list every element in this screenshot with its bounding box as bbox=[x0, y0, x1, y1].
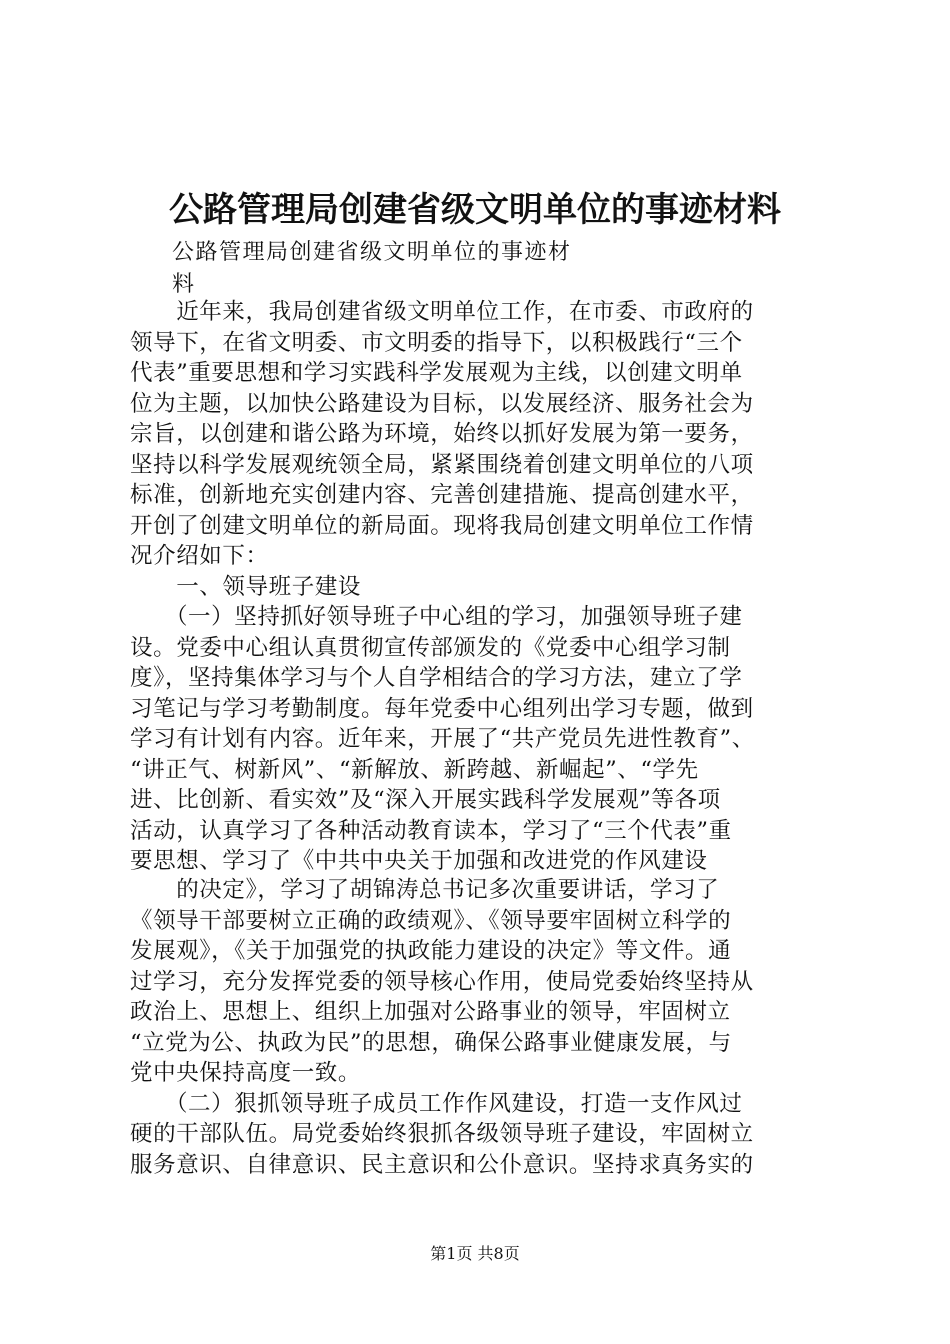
subtitle-line-2: 料 bbox=[172, 272, 196, 297]
body-text-line: 习笔记与学习考勤制度。每年党委中心组列出学习专题，做到 bbox=[130, 695, 754, 722]
body-text-line: 坚持以科学发展观统领全局，紧紧围绕着创建文明单位的八项 bbox=[130, 451, 754, 478]
body-text-line: 宗旨，以创建和谐公路为环境，始终以抓好发展为第一要务， bbox=[130, 421, 754, 447]
body-text-line: 开创了创建文明单位的新局面。现将我局创建文明单位工作情 bbox=[130, 512, 754, 539]
body-text-line: 近年来，我局创建省级文明单位工作，在市委、市政府的 bbox=[130, 299, 754, 325]
body-text-line: 代表”重要思想和学习实践科学发展观为主线，以创建文明单 bbox=[130, 360, 743, 386]
body-text-line: 位为主题，以加快公路建设为目标，以发展经济、服务社会为 bbox=[130, 390, 754, 417]
body-text-line: 度》，坚持集体学习与个人自学相结合的学习方法，建立了学 bbox=[130, 665, 743, 691]
body-text-line: 况介绍如下： bbox=[130, 543, 269, 569]
body-text-line: 过学习，充分发挥党委的领导核心作用，使局党委始终坚持从 bbox=[130, 968, 754, 995]
body-text-line: “立党为公、执政为民”的思想，确保公路事业健康发展，与 bbox=[130, 1029, 732, 1056]
body-text-line: 进、比创新、看实效”及“深入开展实践科学发展观”等各项 bbox=[130, 787, 721, 813]
body-text-line: （二）狠抓领导班子成员工作作风建设，打造一支作风过 bbox=[130, 1090, 743, 1117]
body-text-line: 党中央保持高度一致。 bbox=[130, 1060, 362, 1086]
body-text-line: 一、领导班子建设 bbox=[130, 573, 362, 600]
body-text-line: 《领导干部要树立正确的政绩观》、《领导要牢固树立科学的 bbox=[130, 907, 732, 934]
body-text-line: 的决定》，学习了胡锦涛总书记多次重要讲话，学习了 bbox=[130, 877, 720, 903]
body-text-line: 学习有计划有内容。近年来，开展了“共产党员先进性教育”、 bbox=[130, 726, 755, 752]
body-text-line: 服务意识、自律意识、民主意识和公仆意识。坚持求真务实的 bbox=[130, 1151, 754, 1178]
subtitle-line-1: 公路管理局创建省级文明单位的事迹材 bbox=[172, 240, 572, 265]
body-text-block-2 bbox=[130, 875, 830, 1180]
body-text-line: 硬的干部队伍。局党委始终狠抓各级领导班子建设，牢固树立 bbox=[130, 1121, 754, 1147]
body-text-line: 政治上、思想上、组织上加强对公路事业的领导，牢固树立 bbox=[130, 999, 731, 1025]
body-text-line: 标准，创新地充实创建内容、完善创建措施、提高创建水平， bbox=[130, 482, 754, 508]
document-title: 公路管理局创建省级文明单位的事迹材料 bbox=[169, 190, 781, 230]
body-text-line: 发展观》，《关于加强党的执政能力建设的决定》等文件。通 bbox=[130, 938, 732, 964]
body-text-line: 领导下，在省文明委、市文明委的指导下，以积极践行“三个 bbox=[130, 329, 743, 356]
body-text-block-1 bbox=[130, 297, 830, 877]
page-footer: 第1页 共8页 bbox=[430, 1244, 520, 1263]
body-text-line: “讲正气、树新风”、“新解放、新跨越、新崛起”、“学先 bbox=[130, 756, 699, 783]
body-text-line: （一）坚持抓好领导班子中心组的学习，加强领导班子建 bbox=[130, 604, 743, 630]
body-text-line: 设。党委中心组认真贯彻宣传部颁发的《党委中心组学习制 bbox=[130, 634, 731, 661]
body-text-line: 要思想、学习了《中共中央关于加强和改进党的作风建设 bbox=[130, 848, 708, 874]
body-text-line: 活动，认真学习了各种活动教育读本，学习了“三个代表”重 bbox=[130, 817, 732, 844]
